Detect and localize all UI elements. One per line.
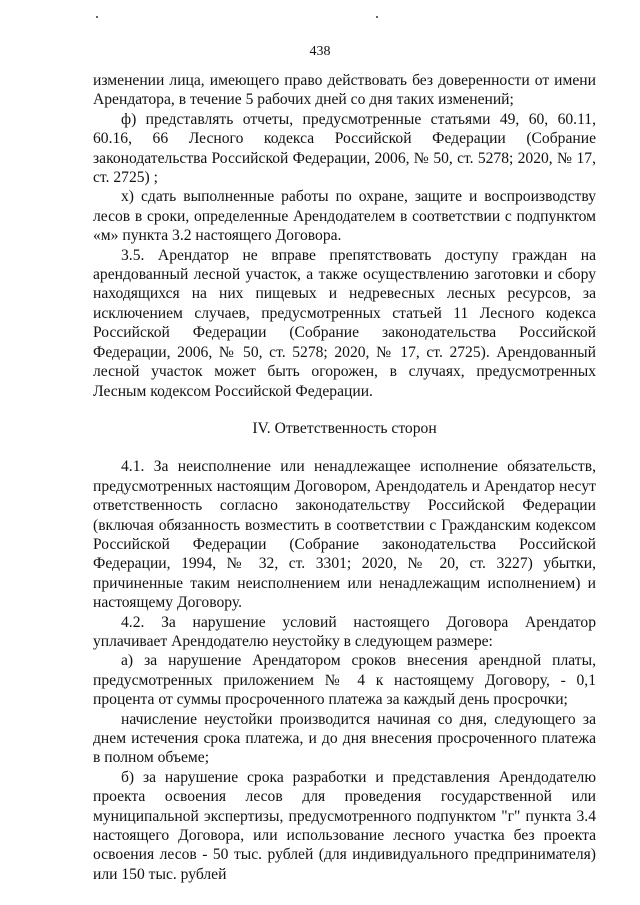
paragraph: а) за нарушение Арендатором сроков внесения арендной платы, предусмотренных приложением № 4 к настоящему Договору, - 0,1 процента от суммы просроченного платежа за каждый день просрочки;: [93, 652, 596, 709]
section-heading: IV. Ответственность сторон: [252, 419, 437, 437]
paragraph: начисление неустойки производится начиная со дня, следующего за днем истечения срока платежа, и до дня внесения просроченного платежа в полном объеме;: [93, 710, 596, 767]
page-number: 438: [309, 44, 331, 59]
paragraph: ф) представлять отчеты, предусмотренные статьями 49, 60, 60.11, 60.16, 66 Лесного кодекса Российской Федерации (Собрание законодательства Российской Федерации, 2006, № 50, ст. 5278; 2020, № 17, ст. 2725) ;: [93, 110, 596, 187]
paragraph: х) сдать выполненные работы по охране, защите и воспроизводству лесов в сроки, определенные Арендодателем в соответствии с подпунктом «м» пункта 3.2 настоящего Договора.: [93, 188, 596, 245]
paragraph: 3.5. Арендатор не вправе препятствовать доступу граждан на арендованный лесной участок, а также осуществлению заготовки и сбору находящихся на них пищевых и недревесных лесных ресурсов, за исключением случаев, предусмотренных статьей 11 Лесного кодекса Российской Федерации (Собрание законодательства Российской Федерации, 2006, № 50, ст. 5278; 2020, № 17, ст. 2725). Арендованный лесной участок может быть огорожен, в случаях, предусмотренных Лесным кодексом Российской Федерации.: [93, 246, 596, 400]
document-body: [93, 71, 596, 884]
scan-speck: [376, 16, 378, 18]
paragraph: б) за нарушение срока разработки и представления Арендодателю проекта освоения лесов для проведения государственной или муниципальной экспертизы, предусмотренного подпунктом "г" пункта 3.4 настоящего Договора, или использование лесного участка без проекта освоения лесов - 50 тыс. рублей (для индивидуального предпринимателя) или 150 тыс. рублей: [93, 768, 596, 883]
paragraph: изменении лица, имеющего право действовать без доверенности от имени Арендатора, в течение 5 рабочих дней со дня таких изменений;: [93, 72, 596, 109]
scan-speck: [96, 16, 98, 18]
paragraph: 4.2. За нарушение условий настоящего Договора Арендатор уплачивает Арендодателю неустойку в следующем размере:: [93, 613, 596, 650]
paragraph: 4.1. За неисполнение или ненадлежащее исполнение обязательств, предусмотренных настоящим Договором, Арендодатель и Арендатор несут ответственность согласно законодательству Российской Федерации (включая обязанность возместить в соответствии с Гражданским кодексом Российской Федерации (Собрание законодательства Российской Федерации, 1994, № 32, ст. 3301; 2020, № 20, ст. 3227) убытки, причиненные таким неисполнением или ненадлежащим исполнением) и настоящему Договору.: [93, 458, 596, 612]
